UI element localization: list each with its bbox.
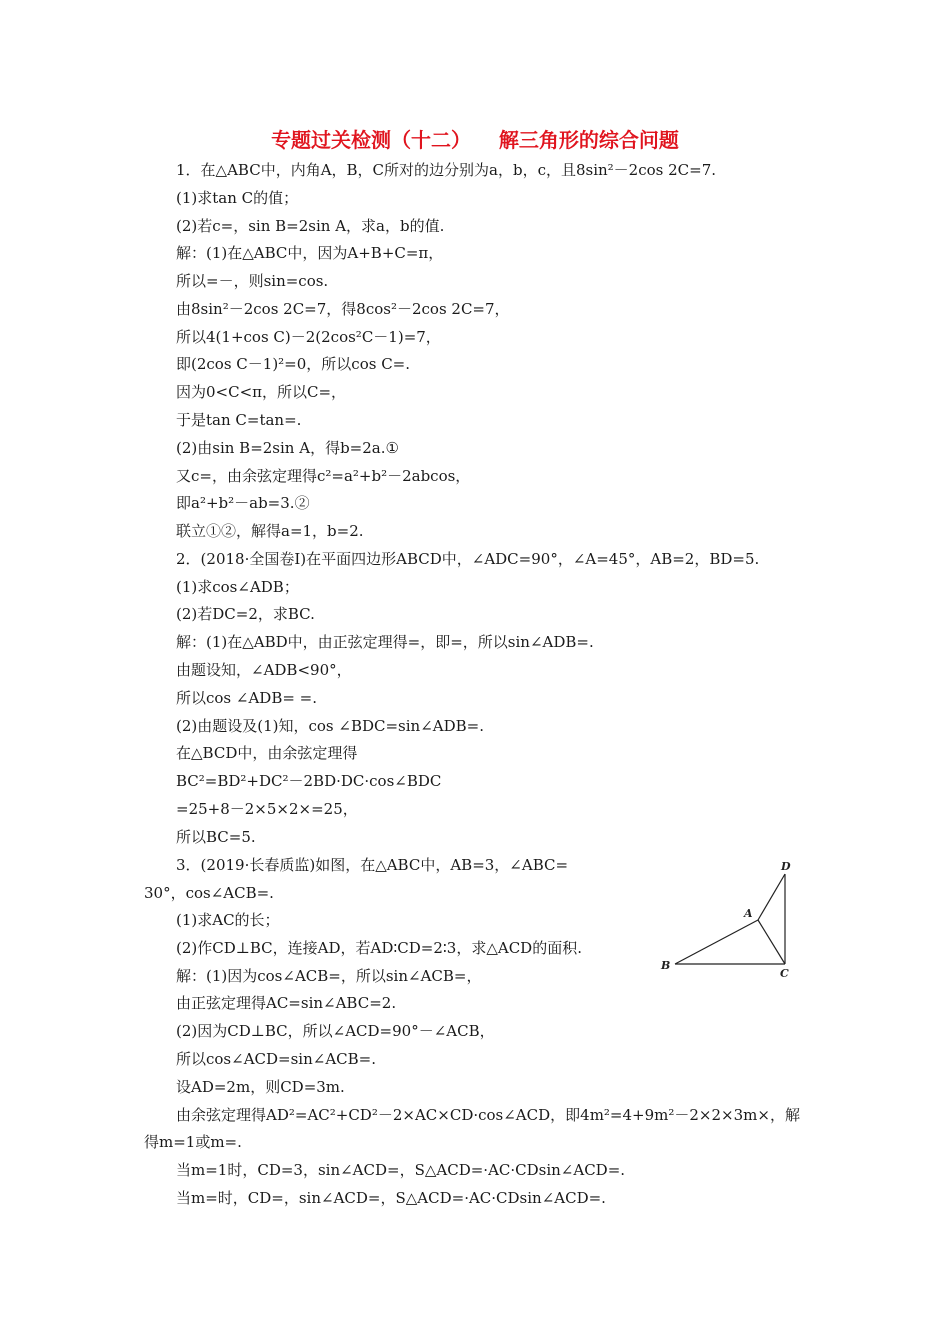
text-line: 所以cos ∠ADB= =. <box>176 689 318 707</box>
text-line: 由题设知，∠ADB<90°， <box>176 661 352 679</box>
text-line: (2)若c=，sin B=2sin A，求a，b的值. <box>176 217 445 235</box>
triangle-figure <box>655 856 805 981</box>
label-b: B <box>661 959 671 972</box>
text-line: =25+8－2×5×2×=25， <box>176 800 358 818</box>
text-line: (1)求tan C的值； <box>176 189 299 207</box>
text-line: 在△BCD中，由余弦定理得 <box>176 744 358 762</box>
text-line: 3．(2019·长春质监)如图，在△ABC中，AB=3，∠ABC= <box>176 856 569 874</box>
text-line: 解：(1)因为cos∠ACB=，所以sin∠ACB=， <box>176 967 482 985</box>
text-line: BC²=BD²+DC²－2BD·DC·cos∠BDC <box>176 772 442 790</box>
text-line: 即a²+b²－ab=3.② <box>176 494 310 512</box>
label-c: C <box>780 967 789 980</box>
segment-ad <box>758 874 785 920</box>
text-line: 所以cos∠ACD=sin∠ACB=. <box>176 1050 376 1068</box>
text-line: 得m=1或m=. <box>144 1133 242 1151</box>
text-line: 2．(2018·全国卷Ⅰ)在平面四边形ABCD中，∠ADC=90°，∠A=45°，AB=2，BD=5. <box>176 550 760 568</box>
text-line: 又c=，由余弦定理得c²=a²+b²－2abcos， <box>176 467 471 485</box>
text-line: (2)由题设及(1)知，cos ∠BDC=sin∠ADB=. <box>176 717 484 735</box>
text-line: 由正弦定理得AC=sin∠ABC=2. <box>176 994 397 1012</box>
text-line: 由8sin²－2cos 2C=7，得8cos²－2cos 2C=7， <box>176 300 510 318</box>
text-line: (1)求cos∠ADB； <box>176 578 299 596</box>
text-line: 解：(1)在△ABD中，由正弦定理得=，即=，所以sin∠ADB=. <box>176 633 594 651</box>
text-line: (2)由sin B=2sin A，得b=2a.① <box>176 439 399 457</box>
segment-ba <box>675 920 758 964</box>
segment-ac <box>758 920 785 964</box>
text-line: (2)因为CD⊥BC，所以∠ACD=90°－∠ACB， <box>176 1022 495 1040</box>
text-line: (1)求AC的长； <box>176 911 280 929</box>
text-line: 所以=－，则sin=cos. <box>176 272 329 290</box>
text-line: 由余弦定理得AD²=AC²+CD²－2×AC×CD·cos∠ACD，即4m²=4+9m²－2×2×3m×，解 <box>176 1106 800 1124</box>
text-line: 于是tan C=tan=. <box>176 411 302 429</box>
text-line: (2)若DC=2，求BC. <box>176 605 315 623</box>
text-line: 因为0<C<π，所以C=， <box>176 383 347 401</box>
label-a: A <box>744 907 753 920</box>
text-line: (2)作CD⊥BC，连接AD，若AD∶CD=2∶3，求△ACD的面积. <box>176 939 582 957</box>
text-line: 所以4(1+cos C)－2(2cos²C－1)=7， <box>176 328 441 346</box>
text-line: 1．在△ABC中，内角A，B，C所对的边分别为a，b，c，且8sin²－2cos 2C=7. <box>176 161 717 179</box>
text-line: 解：(1)在△ABC中，因为A+B+C=π， <box>176 244 444 262</box>
text-line: 30°，cos∠ACB=. <box>144 884 274 902</box>
text-line: 即(2cos C－1)²=0，所以cos C=. <box>176 355 411 373</box>
page-title: 专题过关检测（十二） 解三角形的综合问题 <box>271 128 679 152</box>
text-line: 当m=1时，CD=3，sin∠ACD=，S△ACD=·AC·CDsin∠ACD=. <box>176 1161 626 1179</box>
label-d: D <box>781 860 791 873</box>
text-line: 当m=时，CD=，sin∠ACD=，S△ACD=·AC·CDsin∠ACD=. <box>176 1189 606 1207</box>
text-line: 所以BC=5. <box>176 828 256 846</box>
text-line: 联立①②，解得a=1，b=2. <box>176 522 364 540</box>
text-line: 设AD=2m，则CD=3m. <box>176 1078 345 1096</box>
